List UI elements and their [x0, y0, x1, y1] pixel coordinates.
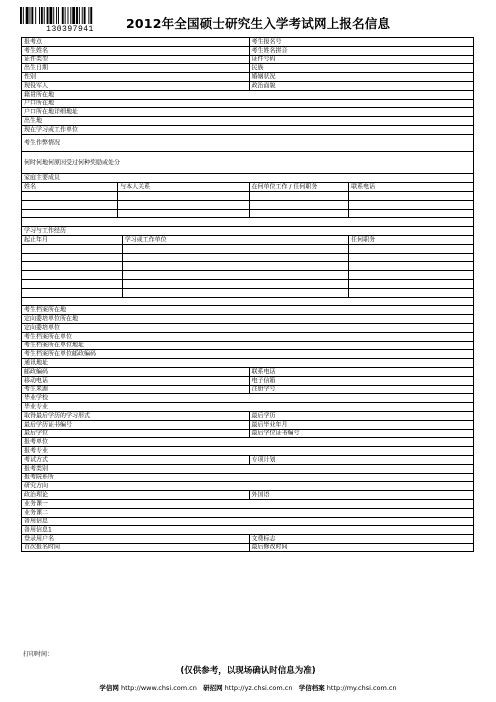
field-label: 证件类型: [24, 55, 49, 63]
footer-site-2-url[interactable]: http://yz.chsi.com.cn: [224, 684, 293, 692]
form-cell: [22, 394, 475, 402]
field-label: 最后毕业年月: [251, 421, 288, 429]
form-cell: [249, 73, 476, 81]
form-row: [21, 420, 474, 429]
field-label: 联系电话: [351, 183, 376, 191]
form-cell: [22, 482, 475, 490]
form-cell: [22, 174, 475, 182]
form-cell: [22, 64, 249, 72]
footer-links: [0, 683, 496, 692]
field-label: 通讯地址: [24, 359, 49, 367]
form-cell: [22, 100, 475, 108]
form-row: [21, 481, 474, 490]
field-label: 现役军人: [24, 82, 49, 90]
barcode-bar: [58, 7, 59, 24]
form-row: [21, 107, 474, 116]
form-row: [21, 508, 474, 517]
barcode-number: 130397941: [46, 25, 94, 34]
field-label: 现在学习或工作单位: [24, 126, 79, 134]
form-cell: [22, 218, 475, 226]
form-cell: [22, 201, 117, 209]
field-label: 定向委培单位所在地: [24, 315, 79, 323]
field-label: 在何单位工作 / 任何职务: [251, 183, 318, 191]
form-cell: [249, 456, 476, 464]
barcode-bar: [88, 7, 89, 24]
form-cell: [22, 56, 249, 64]
form-row: [21, 182, 474, 191]
form-cell: [22, 315, 475, 323]
barcode-bar: [35, 7, 36, 24]
form-cell: [348, 210, 475, 218]
form-cell: [22, 447, 475, 455]
form-row: [21, 270, 474, 279]
barcode-bar: [84, 7, 86, 24]
form-row: [21, 226, 474, 235]
form-row: [21, 499, 474, 508]
form-cell: [22, 192, 117, 200]
form-row: [21, 525, 474, 534]
barcode-bar: [49, 7, 52, 24]
field-label: 外国语: [251, 491, 270, 499]
barcode-bar: [44, 7, 45, 24]
barcode: [20, 7, 120, 24]
field-label: 考生档案所在地: [24, 306, 67, 314]
form-cell: [22, 324, 475, 332]
field-label: 最后学位证书编号: [251, 429, 300, 437]
form-row: [21, 81, 474, 90]
page-title: 2012年全国硕士研究生入学考试网上报名信息: [126, 16, 391, 31]
form-row: [21, 341, 474, 350]
form-cell: [249, 430, 476, 438]
form-cell: [22, 117, 475, 125]
form-cell: [22, 509, 475, 517]
form-row: [21, 99, 474, 108]
form-cell: [22, 47, 249, 55]
form-cell: [22, 262, 122, 270]
form-cell: [22, 368, 249, 376]
form-row: [21, 72, 474, 81]
form-row: [21, 116, 474, 125]
field-label: 取得最后学历的学习形式: [24, 412, 91, 420]
form-cell: [249, 56, 476, 64]
form-cell: [22, 412, 249, 420]
form-cell: [22, 245, 122, 253]
barcode-bar: [41, 7, 43, 24]
field-label: 籍贯所在地: [24, 91, 55, 99]
field-label: 何时何地何原因受过何种奖励或处分: [24, 159, 121, 167]
form-cell: [122, 254, 349, 262]
form-cell: [117, 201, 248, 209]
form-cell: [249, 201, 349, 209]
barcode-bar: [70, 7, 71, 24]
field-label: 毕业专业: [24, 403, 49, 411]
form-cell: [249, 368, 476, 376]
barcode-bar: [47, 7, 49, 24]
form-row: [21, 349, 474, 358]
form-cell: [22, 152, 475, 173]
form-cell: [22, 135, 475, 152]
form-cell: [22, 82, 249, 90]
barcode-bar: [65, 7, 66, 24]
form-cell: [22, 465, 475, 473]
barcode-bar: [90, 7, 92, 24]
form-cell: [249, 386, 476, 394]
form-row: [21, 125, 474, 134]
form-row: [21, 297, 474, 306]
form-row: [21, 464, 474, 473]
print-time-label: 打印时间：: [23, 651, 54, 658]
form-cell: [22, 421, 249, 429]
form-cell: [22, 491, 249, 499]
barcode-bar: [82, 7, 83, 24]
form-row: [21, 402, 474, 411]
form-cell: [22, 183, 117, 191]
field-label: 姓名: [24, 183, 37, 191]
field-label: 考试方式: [24, 456, 49, 464]
form-row: [21, 385, 474, 394]
form-cell: [22, 227, 475, 235]
form-cell: [22, 280, 122, 288]
form-cell: [249, 421, 476, 429]
barcode-bar: [20, 7, 22, 24]
field-label: 专项计划: [251, 456, 276, 464]
form-row: [21, 367, 474, 376]
field-label: 考生报名号: [251, 38, 282, 46]
form-cell: [348, 254, 475, 262]
field-label: 毕业学校: [24, 394, 49, 402]
form-row: [21, 490, 474, 499]
form-cell: [348, 289, 475, 297]
form-row: [21, 244, 474, 253]
barcode-bar: [23, 7, 24, 24]
form-row: [21, 534, 474, 543]
field-label: 民族: [251, 64, 264, 72]
form-cell: [348, 271, 475, 279]
form-cell: [249, 47, 476, 55]
form-row: [21, 358, 474, 367]
form-cell: [22, 386, 249, 394]
form-row: [21, 305, 474, 314]
form-cell: [22, 271, 122, 279]
form-row: [21, 55, 474, 64]
registration-info-table: [21, 37, 474, 649]
field-label: 家庭主要成员: [24, 174, 61, 182]
field-label: 研究方向: [24, 482, 49, 490]
field-label: 最后修改时间: [251, 543, 288, 551]
form-row: [21, 323, 474, 332]
form-cell: [22, 210, 117, 218]
form-row: [21, 437, 474, 446]
form-cell: [348, 236, 475, 244]
barcode-bar: [30, 7, 31, 24]
form-row: [21, 543, 474, 552]
form-row: [21, 235, 474, 244]
form-row: [21, 134, 474, 152]
form-row: [21, 429, 474, 438]
form-cell: [122, 262, 349, 270]
barcode-bar: [72, 7, 75, 24]
form-cell: [249, 210, 349, 218]
field-label: 户口所在地详细地址: [24, 108, 79, 116]
form-cell: [22, 518, 475, 526]
form-cell: [122, 245, 349, 253]
field-label: 政治理论: [24, 491, 49, 499]
field-label: 考生作弊情况: [24, 139, 61, 147]
field-label: 考生姓名: [24, 47, 49, 55]
form-cell: [22, 289, 122, 297]
field-label: 最后学历: [251, 412, 276, 420]
form-row: [21, 217, 474, 226]
field-label: 考生档案所在单位: [24, 333, 73, 341]
field-label: 与本人关系: [120, 183, 151, 191]
form-cell: [22, 254, 122, 262]
field-label: 报考院系所: [24, 473, 55, 481]
field-label: 证件号码: [251, 55, 276, 63]
field-label: 婚姻状况: [251, 73, 276, 81]
form-cell: [22, 342, 475, 350]
field-label: 备用信息1: [24, 526, 52, 534]
form-cell: [122, 280, 349, 288]
form-row: [21, 253, 474, 262]
field-label: 考生来源: [24, 385, 49, 393]
form-cell: [22, 73, 249, 81]
form-row: [21, 200, 474, 209]
form-cell: [348, 183, 475, 191]
field-label: 考生档案所在单位地址: [24, 341, 85, 349]
footer-site-3-name: 学信档案: [298, 684, 325, 692]
form-cell: [22, 108, 475, 116]
form-row: [21, 376, 474, 385]
form-cell: [249, 412, 476, 420]
form-row: [21, 473, 474, 482]
form-cell: [22, 126, 475, 134]
form-cell: [22, 544, 249, 551]
field-label: 备用信息: [24, 517, 49, 525]
form-cell: [249, 491, 476, 499]
field-label: 政治面貌: [251, 82, 276, 90]
field-label: 报考类别: [24, 465, 49, 473]
field-label: 出生日期: [24, 64, 49, 72]
form-cell: [348, 280, 475, 288]
form-row: [21, 151, 474, 173]
field-label: 报考单位: [24, 438, 49, 446]
form-cell: [348, 192, 475, 200]
barcode-bar: [39, 7, 40, 24]
form-cell: [22, 359, 475, 367]
form-cell: [22, 298, 475, 306]
field-label: 报考点: [24, 38, 43, 46]
form-cell: [117, 183, 248, 191]
reference-note: (仅供参考，以现场确认时信息为准): [180, 666, 316, 676]
barcode-bar: [68, 7, 69, 24]
form-cell: [117, 210, 248, 218]
barcode-bar: [56, 7, 57, 24]
field-label: 文费标志: [251, 535, 276, 543]
form-row: [21, 63, 474, 72]
form-row: [21, 173, 474, 182]
form-cell: [249, 377, 476, 385]
form-cell: [249, 38, 476, 46]
form-cell: [122, 236, 349, 244]
field-label: 业务课一: [24, 500, 49, 508]
field-label: 性别: [24, 73, 37, 81]
field-label: 任何职务: [351, 236, 376, 244]
field-label: 最后学历证书编号: [24, 421, 73, 429]
field-label: 定向委培单位: [24, 324, 61, 332]
field-label: 学习或工作单位: [124, 236, 167, 244]
barcode-bar: [62, 7, 64, 24]
field-label: 户口所在地: [24, 99, 55, 107]
form-cell: [249, 82, 476, 90]
footer-site-2-name: 研招网: [203, 684, 223, 692]
barcode-bar: [26, 7, 29, 24]
field-label: 最后学位: [24, 429, 49, 437]
form-cell: [22, 456, 249, 464]
form-cell: [22, 430, 249, 438]
field-label: 邮政编码: [24, 368, 49, 376]
form-cell: [22, 474, 475, 482]
form-cell: [348, 262, 475, 270]
field-label: 登录用户名: [24, 535, 55, 543]
form-row: [21, 191, 474, 200]
form-row: [21, 314, 474, 323]
field-label: 起止年月: [24, 236, 49, 244]
form-cell: [22, 350, 475, 358]
form-cell: [22, 236, 122, 244]
field-label: 学习与工作经历: [24, 227, 67, 235]
field-label: 注册学号: [251, 385, 276, 393]
form-cell: [22, 526, 475, 534]
field-label: 出生地: [24, 117, 43, 125]
form-cell: [249, 544, 476, 551]
form-row: [21, 37, 474, 46]
form-cell: [22, 403, 475, 411]
form-row: [21, 411, 474, 420]
form-row: [21, 209, 474, 218]
form-cell: [249, 183, 349, 191]
form-cell: [22, 306, 475, 314]
form-cell: [22, 438, 475, 446]
field-label: 报考专业: [24, 447, 49, 455]
form-cell: [117, 192, 248, 200]
form-row: [21, 332, 474, 341]
field-label: 首次报名时间: [24, 543, 61, 551]
field-label: 考生姓名拼音: [251, 47, 288, 55]
field-label: 考生档案所在单位邮政编码: [24, 350, 97, 358]
form-row: [21, 279, 474, 288]
form-row: [21, 393, 474, 402]
form-cell: [249, 192, 349, 200]
footer-site-1-url[interactable]: http://www.chsi.com.cn: [120, 684, 197, 692]
field-label: 业务课二: [24, 509, 49, 517]
form-cell: [22, 377, 249, 385]
field-label: 电子信箱: [251, 377, 276, 385]
form-row: [21, 90, 474, 99]
form-row: [21, 455, 474, 464]
barcode-bar: [31, 7, 33, 24]
form-row: [21, 446, 474, 455]
barcode-bar: [79, 7, 80, 24]
form-row: [21, 288, 474, 297]
footer-site-1-name: 学信网: [99, 684, 119, 692]
form-row: [21, 261, 474, 270]
form-cell: [22, 500, 475, 508]
barcode-bar: [53, 7, 54, 24]
form-cell: [122, 289, 349, 297]
form-cell: [249, 64, 476, 72]
form-row: [21, 517, 474, 526]
field-label: 移动电话: [24, 377, 49, 385]
footer-site-3-url[interactable]: http://my.chsi.com.cn: [326, 684, 397, 692]
form-cell: [22, 333, 475, 341]
form-cell: [22, 91, 475, 99]
form-cell: [22, 38, 249, 46]
form-cell: [348, 201, 475, 209]
form-cell: [22, 535, 249, 543]
form-cell: [249, 535, 476, 543]
form-cell: [348, 245, 475, 253]
form-row: [21, 46, 474, 55]
barcode-bar: [76, 7, 78, 24]
form-cell: [122, 271, 349, 279]
field-label: 联系电话: [251, 368, 276, 376]
